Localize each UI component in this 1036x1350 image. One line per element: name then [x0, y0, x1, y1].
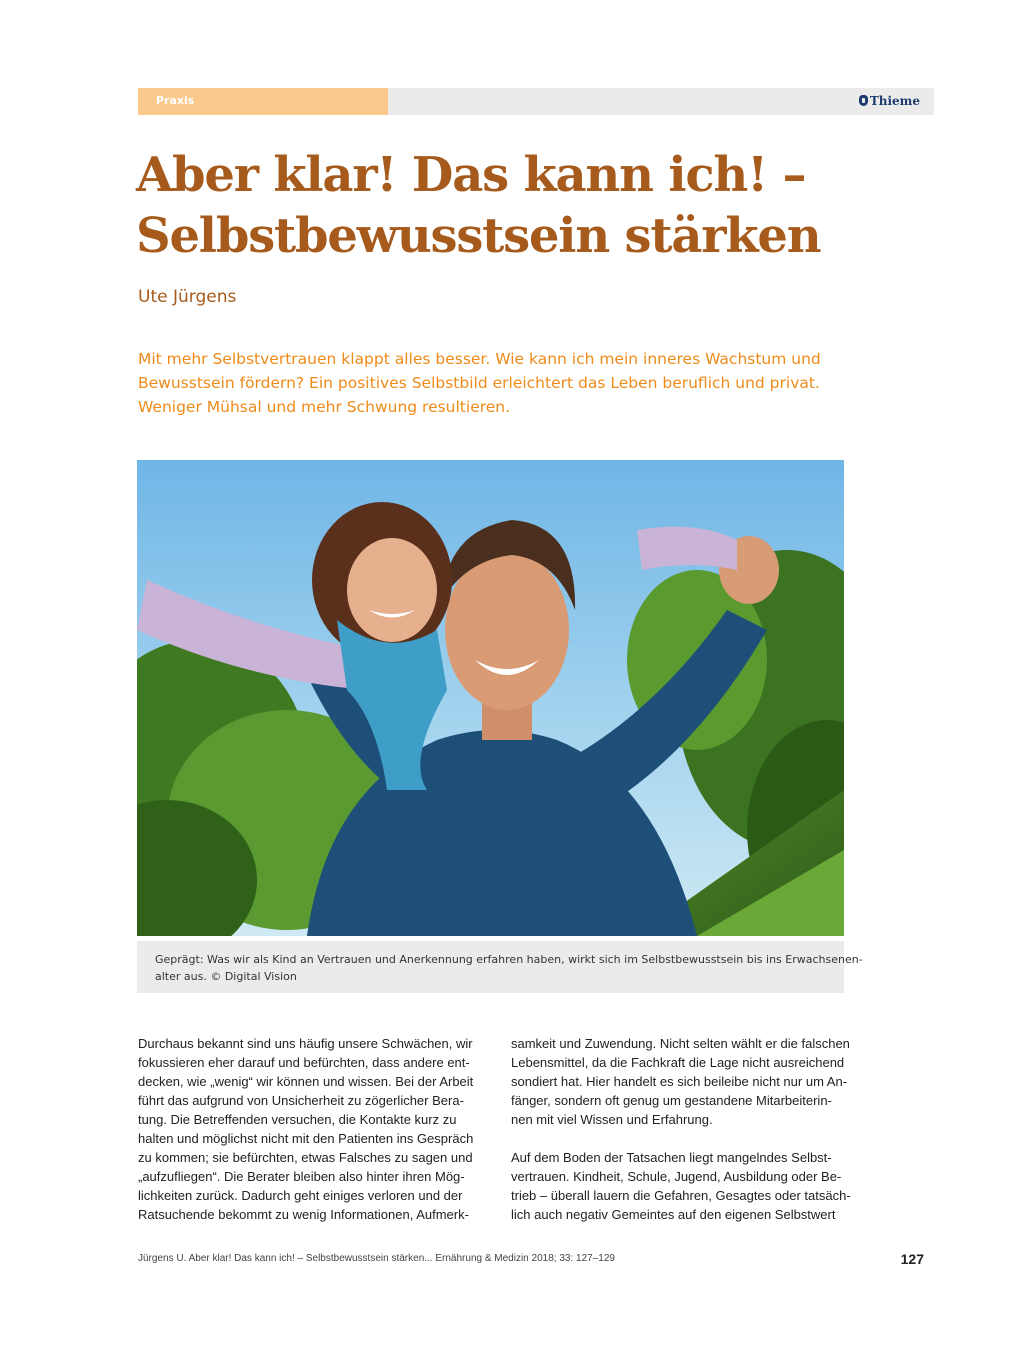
lead-line: Mit mehr Selbstvertrauen klappt alles besser. Wie kann ich mein inneres Wachstum und: [138, 350, 821, 368]
section-label: Praxis: [138, 88, 388, 115]
body-line: Auf dem Boden der Tatsachen liegt mangelndes Selbst-: [511, 1150, 832, 1165]
body-line: fänger, sondern oft genug um gestandene Mitarbeiterin-: [511, 1093, 832, 1108]
body-line: lich auch negativ Gemeintes auf den eigenen Selbstwert: [511, 1207, 836, 1222]
body-line: fokussieren eher darauf und befürchten, dass andere ent-: [138, 1055, 470, 1070]
body-line: trieb – überall lauern die Gefahren, Gesagtes oder tatsäch-: [511, 1188, 851, 1203]
body-column-right: [511, 1034, 851, 1224]
body-line: zu kommen; sie befürchten, etwas Falsches zu sagen und: [138, 1150, 473, 1165]
caption-line: Geprägt: Was wir als Kind an Vertrauen und Anerkennung erfahren haben, wirkt sich im Selbstbewusstsein bis ins Erwachsenen-: [155, 953, 863, 966]
publisher-logo: [859, 88, 920, 115]
body-line: führt das aufgrund von Unsicherheit zu zögerlicher Bera-: [138, 1093, 464, 1108]
lead-line: Bewusstsein fördern? Ein positives Selbstbild erleichtert das Leben beruflich und privat.: [138, 374, 820, 392]
body-line: Durchaus bekannt sind uns häufig unsere Schwächen, wir: [138, 1036, 473, 1051]
body-line: vertrauen. Kindheit, Schule, Jugend, Ausbildung oder Be-: [511, 1169, 842, 1184]
body-line: „aufzufliegen“. Die Berater bleiben also hinter ihren Mög-: [138, 1169, 465, 1184]
body-line: decken, wie „wenig“ wir können und wissen. Bei der Arbeit: [138, 1074, 474, 1089]
body-line: nen mit viel Wissen und Erfahrung.: [511, 1112, 713, 1127]
body-line: Ratsuchende bekommt zu wenig Informationen, Aufmerk-: [138, 1207, 469, 1222]
page-number: 127: [900, 1251, 924, 1267]
body-line: lichkeiten zurück. Dadurch geht einiges verloren und der: [138, 1188, 463, 1203]
thieme-shield-icon: [859, 95, 868, 106]
title-line: Aber klar! Das kann ich! –: [136, 147, 806, 203]
article-photo: [137, 460, 844, 936]
body-line: halten und möglichst nicht mit den Patienten ins Gespräch: [138, 1131, 474, 1146]
title-line: Selbstbewusstsein stärken: [136, 208, 821, 264]
author-name: Ute Jürgens: [138, 287, 237, 307]
figure-caption: [137, 941, 863, 993]
caption-line: alter aus. © Digital Vision: [155, 970, 297, 983]
article-title: [136, 145, 936, 267]
photo-illustration: [137, 460, 844, 936]
body-line: sondiert hat. Hier handelt es sich beileibe nicht nur um An-: [511, 1074, 848, 1089]
publisher-name: Thieme: [869, 94, 920, 108]
header-bar: [138, 88, 934, 115]
lead-line: Weniger Mühsal und mehr Schwung resultieren.: [138, 398, 511, 416]
citation-footer: Jürgens U. Aber klar! Das kann ich! – Selbstbewusstsein stärken... Ernährung & Medizin 2018; 33: 127–129: [138, 1253, 615, 1264]
paragraph-gap: [511, 1129, 851, 1148]
lead-paragraph: [138, 347, 838, 419]
body-line: Lebensmittel, da die Fachkraft die Lage nicht ausreichend: [511, 1055, 845, 1070]
body-column-left: [138, 1034, 478, 1224]
body-line: tung. Die Betreffenden versuchen, die Kontakte kurz zu: [138, 1112, 457, 1127]
body-line: samkeit und Zuwendung. Nicht selten wählt er die falschen: [511, 1036, 850, 1051]
